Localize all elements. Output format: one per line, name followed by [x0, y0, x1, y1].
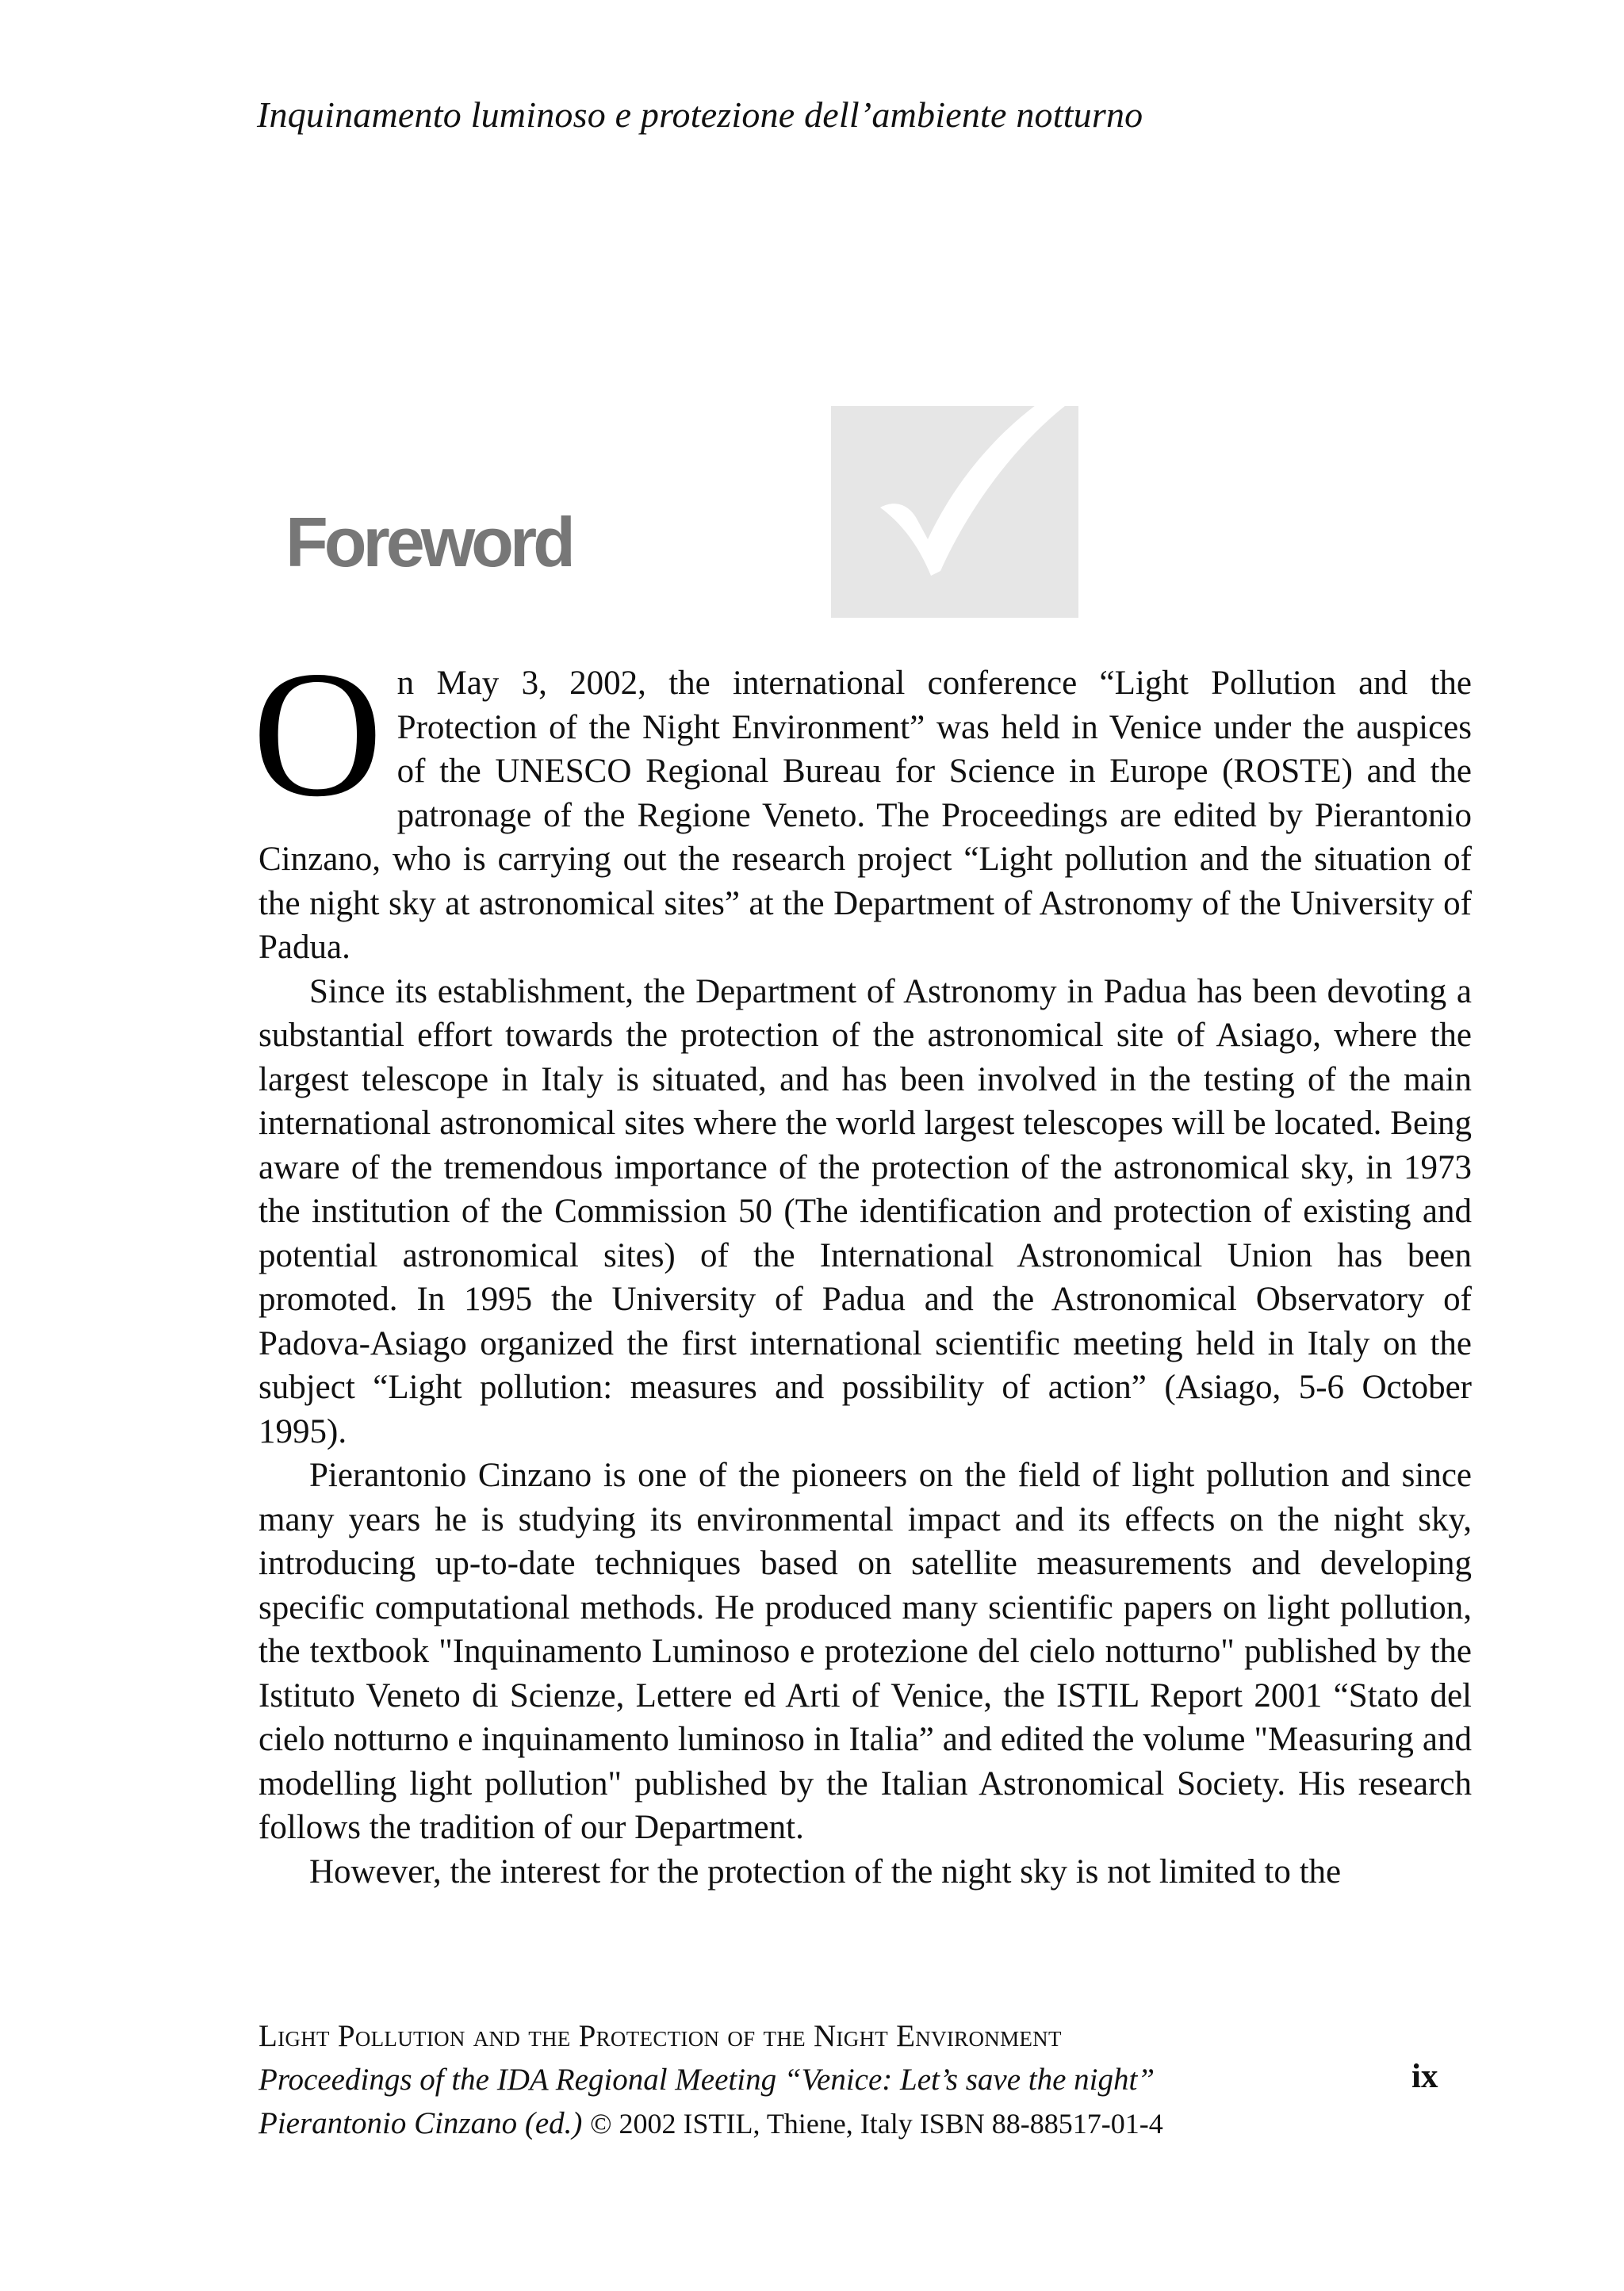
section-title: Foreword	[285, 503, 572, 581]
running-header: Inquinamento luminoso e protezione dell’ambiente notturno	[257, 94, 1143, 135]
paragraph: Since its establishment, the Department of Astronomy in Padua has been devoting a substantial effort towards the protection of the astronomical site of Asiago, where the largest telescope in Italy is situated, and has been involved in the testing of the main international astronomical sites where the world largest telescopes will be located. Being aware of the tremendous importance of the protection of the astronomical sky, in 1973 the institution of the Commission 50 (The identification and protection of existing and potential astronomical sites) of the International Astronomical Union has been promoted. In 1995 the University of Padua and the Astronomical Observatory of Padova-Asiago organized the first international scientific meeting held in Italy on the subject “Light pollution: measures and possibility of action” (Asiago, 5-6 October 1995).	[259, 972, 1472, 1450]
paragraph	[252, 634, 1472, 970]
paragraph: Pierantonio Cinzano is one of the pioneers on the field of light pollution and since many years he is studying its environmental impact and its effects on the night sky, introducing up-to-date techniques based on satellite measurements and developing specific computational methods. He produced many scientific papers on light pollution, the textbook "Inquinamento Luminoso e protezione del cielo notturno" published by the Istituto Veneto di Scienze, Lettere ed Arti of Venice, the ISTIL Report 2001 “Stato del cielo notturno e inquinamento luminoso in Italia” and edited the volume "Measuring and modelling light pollution" published by the Italian Astronomical Society. His research follows the tradition of our Department.	[259, 1457, 1472, 1846]
paragraph: However, the interest for the protection of the night sky is not limited to the	[309, 1852, 1342, 1891]
checkmark-badge	[831, 406, 1078, 618]
footer-citation	[259, 2101, 1472, 2146]
footer-editor: Pierantonio Cinzano (ed.)	[259, 2106, 583, 2140]
footer-proceedings: Proceedings of the IDA Regional Meeting “Venice: Let’s save the night”	[259, 2063, 1155, 2097]
paragraph-text: n May 3, 2002, the international conference “Light Pollution and the Protection of the Night Environment” was held in Venice under the auspices of the UNESCO Regional Bureau for Science in Europe (ROSTE) and the patronage of the Regione Veneto. The Proceedings are edited by Pierantonio Cinzano, who is carrying out the research project “Light pollution and the situation of the night sky at astronomical sites” at the Department of Astronomy of the University of Padua.	[259, 665, 1472, 966]
footer-series-title: Light Pollution and the Protection of the Night Environment	[259, 2019, 1062, 2053]
checkmark-icon	[831, 406, 1078, 618]
drop-cap: O	[252, 634, 383, 834]
page-number: ix	[1411, 2058, 1438, 2095]
body-text	[252, 634, 1472, 1894]
footer	[259, 2014, 1472, 2146]
footer-copyright: © 2002 ISTIL, Thiene, Italy ISBN 88-88517-01-4	[590, 2108, 1163, 2140]
